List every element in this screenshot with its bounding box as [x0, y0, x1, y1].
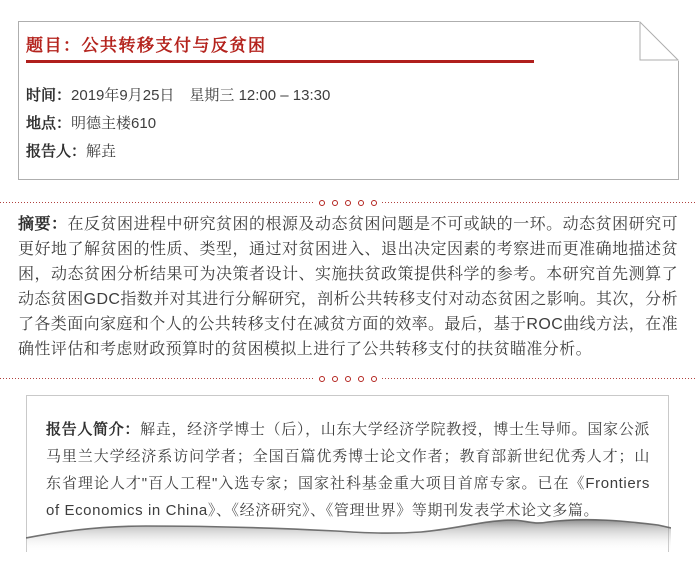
separator-circle	[319, 200, 325, 206]
abstract-text: 在反贫困进程中研究贫困的根源及动态贫困问题是不可或缺的一环。动态贫困研究可更好地了解贫困的性质、类型，通过对贫困进入、退出决定因素的考察进而更准确地描述贫困，动态贫困分析结果可为决策者设计、实施扶贫政策提供科学的参考。本研究首先测算了动态贫困GDC指数并对其进行分解研究，剖析公共转移支付对动态贫困之影响。其次，分析了各类面向家庭和个人的公共转移支付在减贫方面的效率。最后，基于ROC曲线方法，在准确性评估和考虑财政预算时的贫困模拟上进行了公共转移支付的扶贫瞄准分析。	[18, 216, 678, 358]
dotted-line	[0, 202, 314, 203]
bio-label: 报告人简介：	[46, 421, 141, 438]
abstract-paragraph	[18, 212, 678, 362]
separator-circle	[371, 376, 377, 382]
info-row-time	[26, 82, 626, 110]
page-title	[26, 31, 267, 56]
separator-circle	[332, 376, 338, 382]
header-card	[18, 21, 679, 180]
dotted-line	[382, 202, 695, 203]
section-separator-top	[0, 198, 695, 207]
abstract-label: 摘要：	[18, 216, 68, 233]
page-fold-icon	[639, 21, 679, 61]
location-value: 明德主楼610	[71, 115, 157, 132]
separator-circle	[319, 376, 325, 382]
dotted-line	[0, 378, 314, 379]
bio-text: 解垚，经济学博士（后），山东大学经济学院教授，博士生导师。国家公派马里兰大学经济系访问学者；全国百篇优秀博士论文作者；教育部新世纪优秀人才；山东省理论人才"百人工程"入选专家；国家社科基金重大项目首席专家。已在《Frontiers of Economics in China》、《经济研究》、《管理世界》等期刊发表学术论文多篇。	[46, 421, 650, 519]
info-row-speaker	[26, 138, 626, 166]
separator-circle	[358, 376, 364, 382]
separator-circle	[371, 200, 377, 206]
title-underline	[26, 60, 534, 63]
speaker-label: 报告人：	[26, 143, 87, 160]
location-label: 地点：	[26, 115, 72, 132]
separator-circles	[314, 376, 382, 382]
time-value: 2019年9月25日 星期三 12:00 – 13:30	[71, 87, 331, 104]
speaker-value: 解垚	[86, 143, 117, 160]
bio-paragraph	[46, 416, 650, 524]
info-rows	[26, 82, 626, 166]
separator-circle	[345, 376, 351, 382]
page-title-label: 题目：	[26, 36, 82, 55]
bio-card	[26, 395, 669, 552]
dotted-line	[382, 378, 695, 379]
separator-circles	[314, 200, 382, 206]
section-separator-bottom	[0, 374, 695, 383]
info-row-location	[26, 110, 626, 138]
separator-circle	[345, 200, 351, 206]
page-title-text: 公共转移支付与反贫困	[81, 36, 267, 55]
time-label: 时间：	[26, 87, 72, 104]
separator-circle	[358, 200, 364, 206]
separator-circle	[332, 200, 338, 206]
